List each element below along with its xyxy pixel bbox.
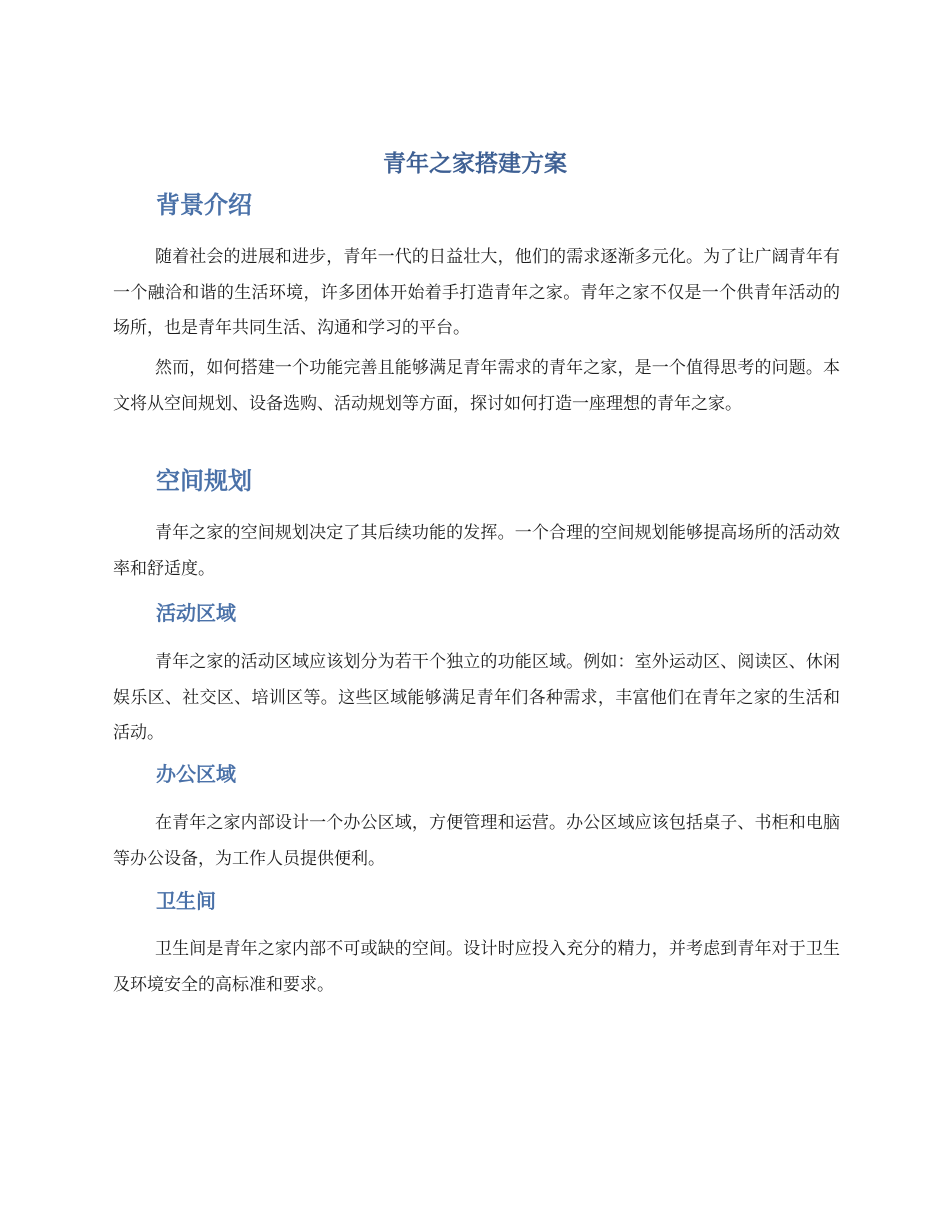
- subsection-heading-office-area: 办公区域: [156, 762, 236, 786]
- subsection-heading-activity-area: 活动区域: [156, 601, 236, 625]
- section-heading-background: 背景介绍: [156, 191, 252, 219]
- paragraph-office-area: 在青年之家内部设计一个办公区域，方便管理和运营。办公区域应该包括桌子、书柜和电脑等办公设备，为工作人员提供便利。: [113, 813, 840, 869]
- paragraph-background-1: 随着社会的进展和进步，青年一代的日益壮大，他们的需求逐渐多元化。为了让广阔青年有一个融洽和谐的生活环境，许多团体开始着手打造青年之家。青年之家不仅是一个供青年活动的场所，也是青年共同生活、沟通和学习的平台。: [113, 247, 840, 338]
- subsection-heading-restroom: 卫生间: [156, 889, 216, 913]
- paragraph-space-planning: 青年之家的空间规划决定了其后续功能的发挥。一个合理的空间规划能够提高场所的活动效率和舒适度。: [113, 523, 840, 579]
- section-heading-space-planning: 空间规划: [156, 467, 252, 495]
- document-title: 青年之家搭建方案: [383, 151, 567, 177]
- paragraph-background-2: 然而，如何搭建一个功能完善且能够满足青年需求的青年之家，是一个值得思考的问题。本文将从空间规划、设备选购、活动规划等方面，探讨如何打造一座理想的青年之家。: [113, 358, 840, 414]
- paragraph-restroom: 卫生间是青年之家内部不可或缺的空间。设计时应投入充分的精力，并考虑到青年对于卫生及环境安全的高标准和要求。: [113, 939, 840, 995]
- paragraph-activity-area: 青年之家的活动区域应该划分为若干个独立的功能区域。例如：室外运动区、阅读区、休闲娱乐区、社交区、培训区等。这些区域能够满足青年们各种需求，丰富他们在青年之家的生活和活动。: [113, 652, 840, 743]
